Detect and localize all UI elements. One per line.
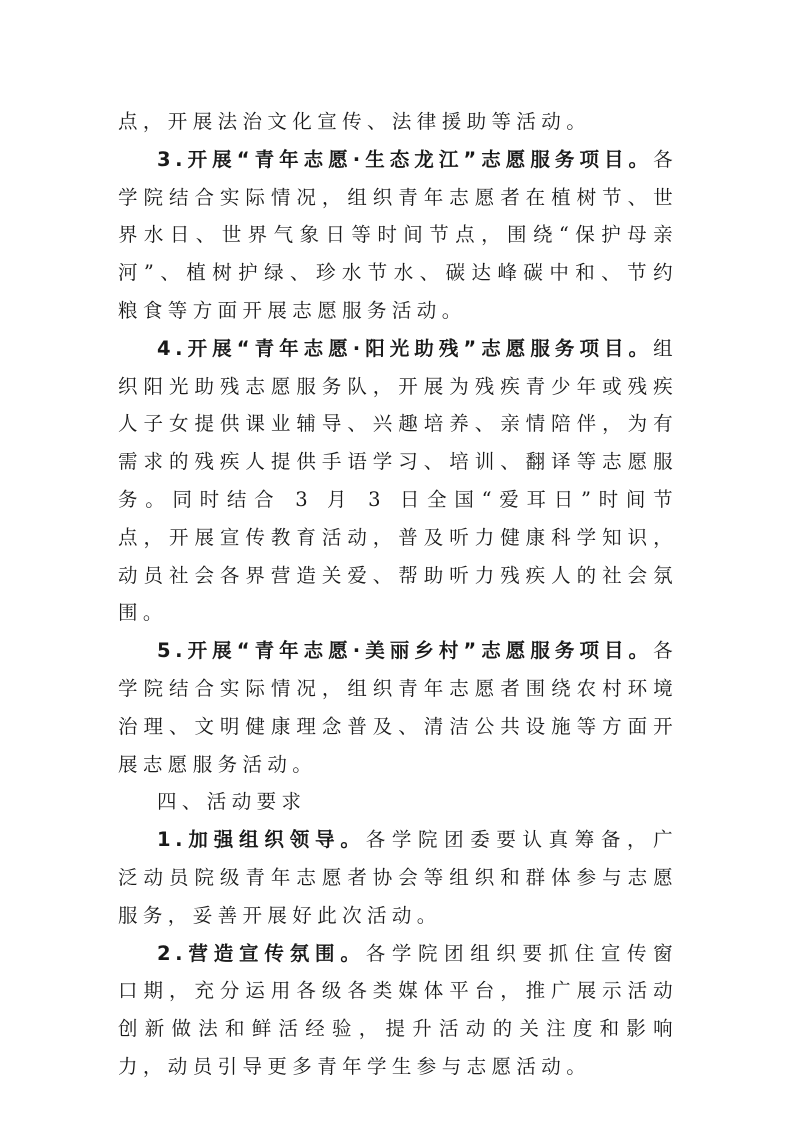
paragraph-lead: 2.营造宣传氛围。 (157, 941, 366, 965)
paragraph-item-4-sunshine-disability (118, 330, 678, 632)
paragraph-lead: 3.开展“青年志愿·生态龙江”志愿服务项目。 (157, 147, 654, 171)
paragraph-text: 各学院团委要认真筹备，广泛动员院级青年志愿者协会等组织和群体参与志愿服务，妥善开展好此次活动。 (118, 828, 678, 927)
paragraph-continuation (118, 103, 678, 141)
paragraph-text: 各学院结合实际情况，组织青年志愿者在植树节、世界水日、世界气象日等时间节点，围绕“保护母亲河”、植树护绿、珍水节水、碳达峰碳中和、节约粮食等方面开展志愿服务活动。 (118, 147, 678, 322)
paragraph-req-2-publicity (118, 935, 678, 1086)
paragraph-text: 各学院团组织要抓住宣传窗口期，充分运用各级各类媒体平台，推广展示活动创新做法和鲜活经验，提升活动的关注度和影响力，动员引导更多青年学生参与志愿活动。 (118, 941, 678, 1078)
document-body (118, 103, 678, 1086)
section-heading-requirements (118, 783, 678, 821)
paragraph-text: 组织阳光助残志愿服务队，开展为残疾青少年或残疾人子女提供课业辅导、兴趣培养、亲情陪伴，为有需求的残疾人提供手语学习、培训、翻译等志愿服务。同时结合 3 月 3 日全国“爱耳日”时间节点，开展宣传教育活动，普及听力健康科学知识，动员社会各界营造关爱、帮助听力残疾人的社会氛围。 (118, 336, 678, 625)
paragraph-text: 各学院结合实际情况，组织青年志愿者围绕农村环境治理、文明健康理念普及、清洁公共设施等方面开展志愿服务活动。 (118, 639, 678, 776)
paragraph-text: 点，开展法治文化宣传、法律援助等活动。 (118, 110, 592, 133)
paragraph-lead: 4.开展“青年志愿·阳光助残”志愿服务项目。 (157, 336, 654, 360)
paragraph-item-5-beautiful-village (118, 632, 678, 783)
paragraph-lead: 1.加强组织领导。 (157, 828, 366, 852)
paragraph-item-3-eco-longjiang (118, 141, 678, 330)
paragraph-lead: 5.开展“青年志愿·美丽乡村”志愿服务项目。 (157, 639, 654, 663)
section-heading-text: 四、活动要求 (157, 790, 307, 814)
paragraph-req-1-leadership (118, 821, 678, 934)
